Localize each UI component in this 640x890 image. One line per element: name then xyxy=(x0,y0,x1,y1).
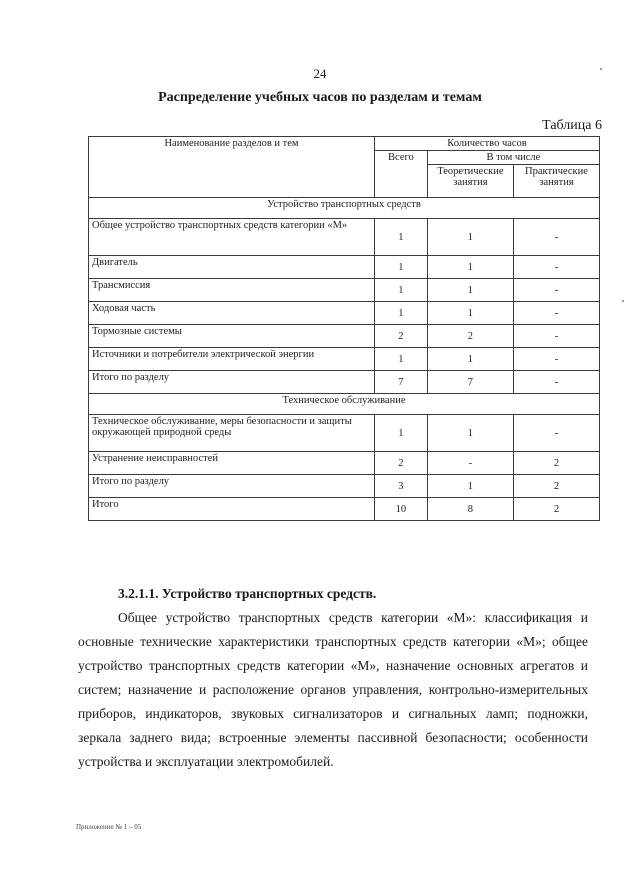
page-number: 24 xyxy=(313,66,327,81)
row-total: 10 xyxy=(375,498,428,521)
row-practice: - xyxy=(513,348,599,371)
table-row xyxy=(89,279,600,302)
row-name: Итого по разделу xyxy=(89,371,375,394)
row-theory: 1 xyxy=(427,415,513,452)
row-practice: - xyxy=(513,325,599,348)
row-name: Итого xyxy=(89,498,375,521)
scan-speck xyxy=(600,68,602,70)
footer-note: Приложение № 1 – 05 xyxy=(76,823,142,831)
row-total: 2 xyxy=(375,452,428,475)
header-practice: Практические занятия xyxy=(513,165,599,198)
row-theory: 8 xyxy=(427,498,513,521)
row-name: Итого по разделу xyxy=(89,475,375,498)
row-practice: - xyxy=(513,279,599,302)
row-total: 7 xyxy=(375,371,428,394)
row-total: 2 xyxy=(375,325,428,348)
scan-speck xyxy=(622,300,624,302)
section-title: Техническое обслуживание xyxy=(89,394,600,415)
header-including: В том числе xyxy=(427,151,599,165)
row-theory: 1 xyxy=(427,302,513,325)
header-total: Всего xyxy=(375,151,428,198)
table-label: Таблица 6 xyxy=(542,118,602,133)
row-name: Тормозные системы xyxy=(89,325,375,348)
row-practice: - xyxy=(513,415,599,452)
table-row xyxy=(89,371,600,394)
row-total: 1 xyxy=(375,256,428,279)
table-row xyxy=(89,348,600,371)
row-theory: 2 xyxy=(427,325,513,348)
section-row xyxy=(89,198,600,219)
row-practice: 2 xyxy=(513,452,599,475)
row-practice: 2 xyxy=(513,475,599,498)
row-name: Трансмиссия xyxy=(89,279,375,302)
row-total: 1 xyxy=(375,415,428,452)
body-paragraph: Общее устройство транспортных средств категории «М»: классификация и основные технические характеристики транспортных средств категории «М»; общее устройство транспортных средств категории «М», назначение основных агрегатов и систем; назначение и расположение органов управления, контрольно-измерительных приборов, индикаторов, звуковых сигнализаторов и сигнальных ламп; подножки, зеркала заднего вида; встроенные элементы пассивной безопасности; особенности устройства и эксплуатации электромобилей. xyxy=(78,610,588,769)
row-name: Источники и потребители электрической энергии xyxy=(89,348,375,371)
table-row xyxy=(89,415,600,452)
table-row xyxy=(89,256,600,279)
row-theory: 7 xyxy=(427,371,513,394)
grand-total-row xyxy=(89,498,600,521)
subsection-heading: 3.2.1.1. Устройство транспортных средств. xyxy=(118,586,377,601)
section-row xyxy=(89,394,600,415)
row-name: Двигатель xyxy=(89,256,375,279)
table-row xyxy=(89,219,600,256)
row-name: Устранение неисправностей xyxy=(89,452,375,475)
row-name: Ходовая часть xyxy=(89,302,375,325)
header-hours: Количество часов xyxy=(375,137,600,151)
row-theory: 1 xyxy=(427,219,513,256)
row-practice: - xyxy=(513,371,599,394)
document-title: Распределение учебных часов по разделам и темам xyxy=(158,90,482,105)
header-theory: Теоретические занятия xyxy=(427,165,513,198)
row-practice: - xyxy=(513,256,599,279)
row-total: 3 xyxy=(375,475,428,498)
row-practice: - xyxy=(513,219,599,256)
table-row xyxy=(89,452,600,475)
row-total: 1 xyxy=(375,279,428,302)
table-row xyxy=(89,325,600,348)
row-practice: 2 xyxy=(513,498,599,521)
table-row xyxy=(89,302,600,325)
row-total: 1 xyxy=(375,302,428,325)
row-theory: 1 xyxy=(427,348,513,371)
row-name: Общее устройство транспортных средств категории «М» xyxy=(89,219,375,256)
table-row xyxy=(89,475,600,498)
section-title: Устройство транспортных средств xyxy=(89,198,600,219)
hours-table xyxy=(88,136,600,521)
row-practice: - xyxy=(513,302,599,325)
row-name: Техническое обслуживание, меры безопасности и защиты окружающей природной среды xyxy=(89,415,375,452)
header-name: Наименование разделов и тем xyxy=(89,137,375,198)
row-theory: 1 xyxy=(427,279,513,302)
row-total: 1 xyxy=(375,348,428,371)
row-theory: 1 xyxy=(427,475,513,498)
row-theory: - xyxy=(427,452,513,475)
row-theory: 1 xyxy=(427,256,513,279)
row-total: 1 xyxy=(375,219,428,256)
